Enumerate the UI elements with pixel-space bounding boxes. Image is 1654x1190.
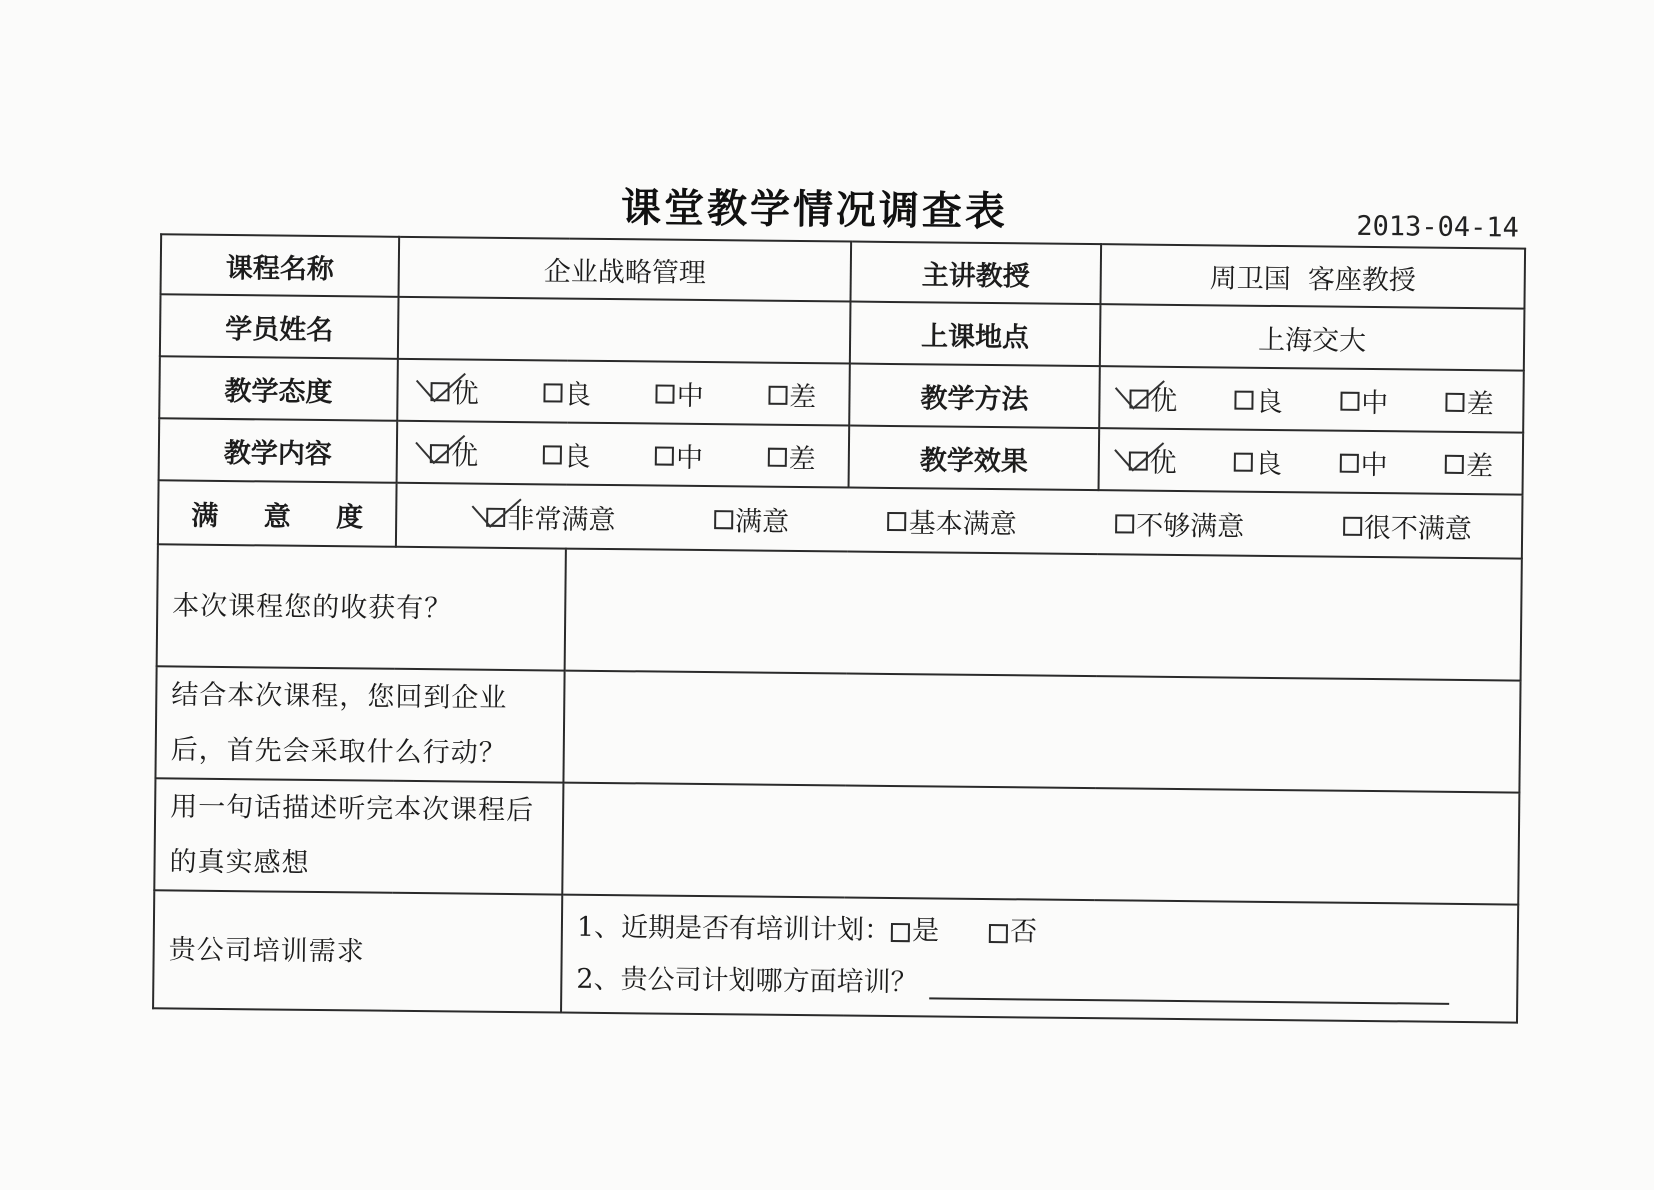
question-gains-label: 本次课程您的收获有？ — [157, 544, 566, 670]
teaching-method-options — [1099, 366, 1524, 432]
checkbox-icon[interactable] — [1129, 389, 1148, 408]
checkbox-icon[interactable] — [768, 385, 787, 404]
checkbox-icon[interactable] — [768, 447, 787, 466]
training-area-question: 2、贵公司计划哪方面培训？ — [576, 954, 1502, 1016]
checkbox-icon[interactable] — [486, 507, 505, 526]
row-question-feeling — [154, 778, 1519, 904]
method-option-excellent[interactable]: 优 — [1129, 378, 1177, 418]
location-label: 上课地点 — [850, 302, 1101, 367]
effect-option-good[interactable]: 良 — [1234, 441, 1282, 481]
training-plan-no[interactable]: 否 — [989, 906, 1038, 958]
lecturer-label: 主讲教授 — [850, 242, 1101, 305]
lecturer-value[interactable]: 周卫国 客座教授 — [1100, 244, 1525, 308]
student-name-field[interactable] — [398, 297, 851, 364]
attitude-option-good[interactable]: 良 — [543, 372, 591, 412]
checkbox-icon[interactable] — [543, 383, 562, 402]
checkbox-icon[interactable] — [430, 444, 449, 463]
training-plan-yes[interactable]: 是 — [891, 905, 940, 957]
content-option-average[interactable]: 中 — [655, 435, 703, 475]
teaching-content-label: 教学内容 — [159, 418, 398, 482]
checkbox-icon[interactable] — [888, 511, 907, 530]
checkbox-icon[interactable] — [1339, 453, 1358, 472]
checkbox-icon[interactable] — [543, 445, 562, 464]
form-title: 课堂教学情况调查表 — [620, 185, 1009, 236]
teaching-attitude-options — [397, 359, 850, 426]
effect-option-average[interactable]: 中 — [1339, 442, 1387, 482]
training-plan-question: 1、近期是否有培训计划： 是 否 — [577, 902, 1503, 964]
attitude-option-excellent[interactable]: 优 — [431, 371, 479, 411]
teaching-effect-options — [1099, 428, 1524, 494]
row-training-needs — [153, 890, 1518, 1022]
content-option-poor[interactable]: 差 — [767, 436, 815, 476]
course-name-value[interactable]: 企业战略管理 — [399, 237, 852, 302]
survey-table — [152, 233, 1526, 1023]
checkbox-icon[interactable] — [1446, 392, 1465, 411]
checkbox-icon[interactable] — [431, 382, 450, 401]
question-feeling-answer[interactable] — [562, 783, 1519, 905]
teaching-effect-label: 教学效果 — [849, 426, 1100, 491]
satisfaction-label: 满 意 度 — [158, 480, 397, 546]
question-feeling-label: 用一句话描述听完本次课程后的真实感想 — [154, 778, 563, 894]
checkbox-icon[interactable] — [891, 923, 910, 942]
checkbox-icon[interactable] — [656, 384, 675, 403]
attitude-option-average[interactable]: 中 — [656, 373, 704, 413]
teaching-attitude-label: 教学态度 — [159, 356, 398, 420]
row-question-action — [155, 666, 1520, 792]
satisfaction-options — [396, 483, 1523, 559]
effect-option-excellent[interactable]: 优 — [1128, 440, 1176, 480]
checkbox-icon[interactable] — [1115, 514, 1134, 533]
row-question-gains — [157, 544, 1522, 680]
training-needs-content — [561, 895, 1518, 1023]
training-needs-label: 贵公司培训需求 — [153, 890, 562, 1012]
course-name-label: 课程名称 — [161, 234, 400, 296]
student-name-label: 学员姓名 — [160, 294, 399, 358]
teaching-method-label: 教学方法 — [849, 364, 1100, 429]
satisfaction-option-very-satisfied[interactable]: 非常满意 — [486, 496, 615, 536]
method-option-poor[interactable]: 差 — [1446, 381, 1494, 421]
form-date: 2013-04-14 — [1356, 210, 1520, 244]
teaching-content-options — [397, 421, 850, 488]
checkbox-icon[interactable] — [989, 924, 1008, 943]
checkbox-icon[interactable] — [1343, 516, 1362, 535]
satisfaction-option-satisfied[interactable]: 满意 — [714, 499, 789, 539]
training-area-answer-line[interactable] — [929, 967, 1449, 1004]
checkbox-icon[interactable] — [655, 446, 674, 465]
method-option-good[interactable]: 良 — [1235, 379, 1283, 419]
satisfaction-option-basically-satisfied[interactable]: 基本满意 — [887, 500, 1016, 540]
location-value[interactable]: 上海交大 — [1100, 304, 1525, 370]
content-option-excellent[interactable]: 优 — [430, 433, 478, 473]
checkbox-icon[interactable] — [1445, 454, 1464, 473]
question-gains-answer[interactable] — [565, 549, 1522, 681]
checkbox-icon[interactable] — [1128, 451, 1147, 470]
question-action-label: 结合本次课程，您回到企业后，首先会采取什么行动？ — [155, 666, 564, 782]
question-action-answer[interactable] — [563, 671, 1520, 793]
method-option-average[interactable]: 中 — [1340, 380, 1388, 420]
attitude-option-poor[interactable]: 差 — [768, 374, 816, 414]
checkbox-icon[interactable] — [1235, 390, 1254, 409]
satisfaction-option-very-unsatisfied[interactable]: 很不满意 — [1343, 505, 1472, 545]
effect-option-poor[interactable]: 差 — [1445, 443, 1493, 483]
checkbox-icon[interactable] — [1234, 452, 1253, 471]
content-option-good[interactable]: 良 — [542, 434, 590, 474]
satisfaction-option-not-satisfied[interactable]: 不够满意 — [1115, 503, 1244, 543]
checkbox-icon[interactable] — [714, 510, 733, 529]
checkbox-icon[interactable] — [1340, 391, 1359, 410]
